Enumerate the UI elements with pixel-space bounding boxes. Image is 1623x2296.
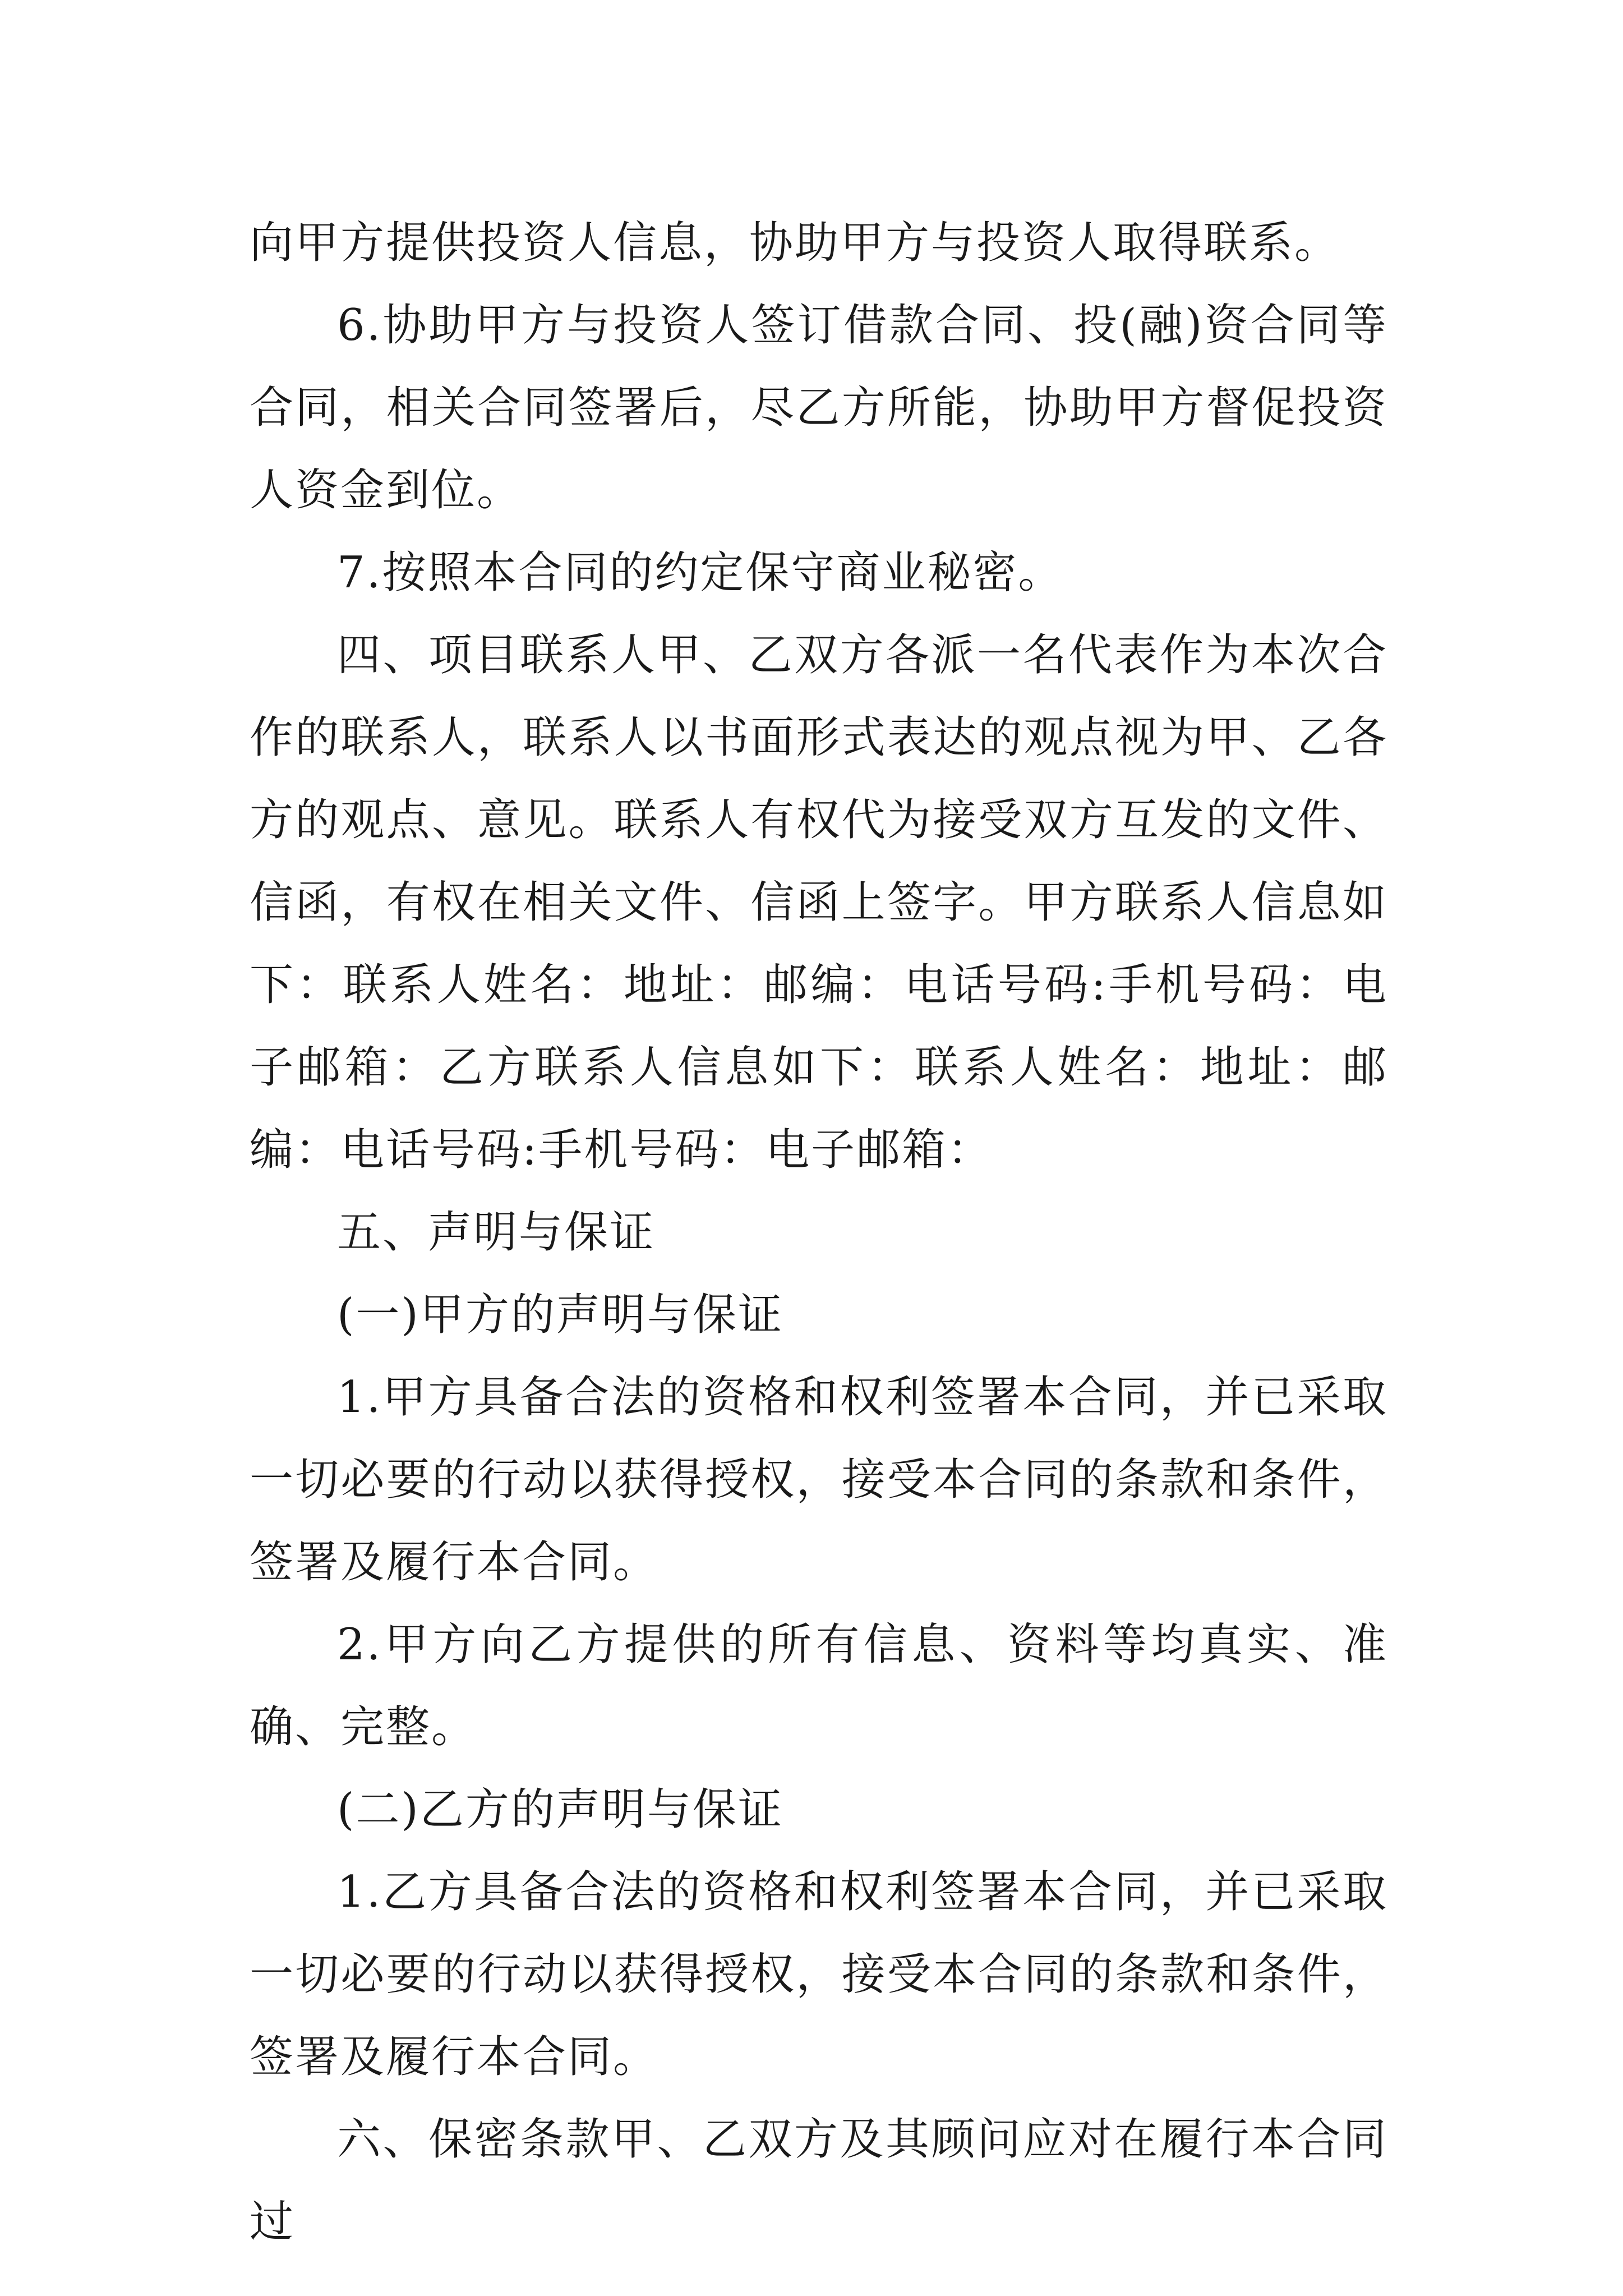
subheading-party-a: (一)甲方的声明与保证 xyxy=(337,1290,783,1340)
paragraph-item-6: 6.协助甲方与投资人签订借款合同、投(融)资合同等合同，相关合同签署后，尽乙方所能，协助甲方督促投资人资金到位。 xyxy=(250,300,1388,516)
paragraph-party-b-item-1: 1.乙方具备合法的资格和权利签署本合同，并已采取一切必要的行动以获得授权，接受本合同的条款和条件，签署及履行本合同。 xyxy=(250,1867,1388,2082)
subheading-party-b: (二)乙方的声明与保证 xyxy=(337,1784,783,1835)
paragraph-item-7: 7.按照本合同的约定保守商业秘密。 xyxy=(337,547,1064,598)
document-body xyxy=(250,202,1388,2263)
paragraph-section-6-confidentiality: 六、保密条款甲、乙双方及其顾问应对在履行本合同过 xyxy=(250,2114,1388,2247)
paragraph-party-a-item-2: 2.甲方向乙方提供的所有信息、资料等均真实、准确、完整。 xyxy=(250,1619,1388,1752)
heading-section-5: 五、声明与保证 xyxy=(337,1207,656,1258)
paragraph-continuation: 向甲方提供投资人信息，协助甲方与投资人取得联系。 xyxy=(250,218,1340,268)
paragraph-party-a-item-1: 1.甲方具备合法的资格和权利签署本合同，并已采取一切必要的行动以获得授权，接受本合同的条款和条件，签署及履行本合同。 xyxy=(250,1372,1388,1588)
paragraph-section-4-contacts: 四、项目联系人甲、乙双方各派一名代表作为本次合作的联系人，联系人以书面形式表达的观点视为甲、乙各方的观点、意见。联系人有权代为接受双方互发的文件、信函，有权在相关文件、信函上签字。甲方联系人信息如下：联系人姓名：地址：邮编：电话号码:手机号码：电子邮箱：乙方联系人信息如下：联系人姓名：地址：邮编：电话号码:手机号码：电子邮箱： xyxy=(250,630,1388,1175)
